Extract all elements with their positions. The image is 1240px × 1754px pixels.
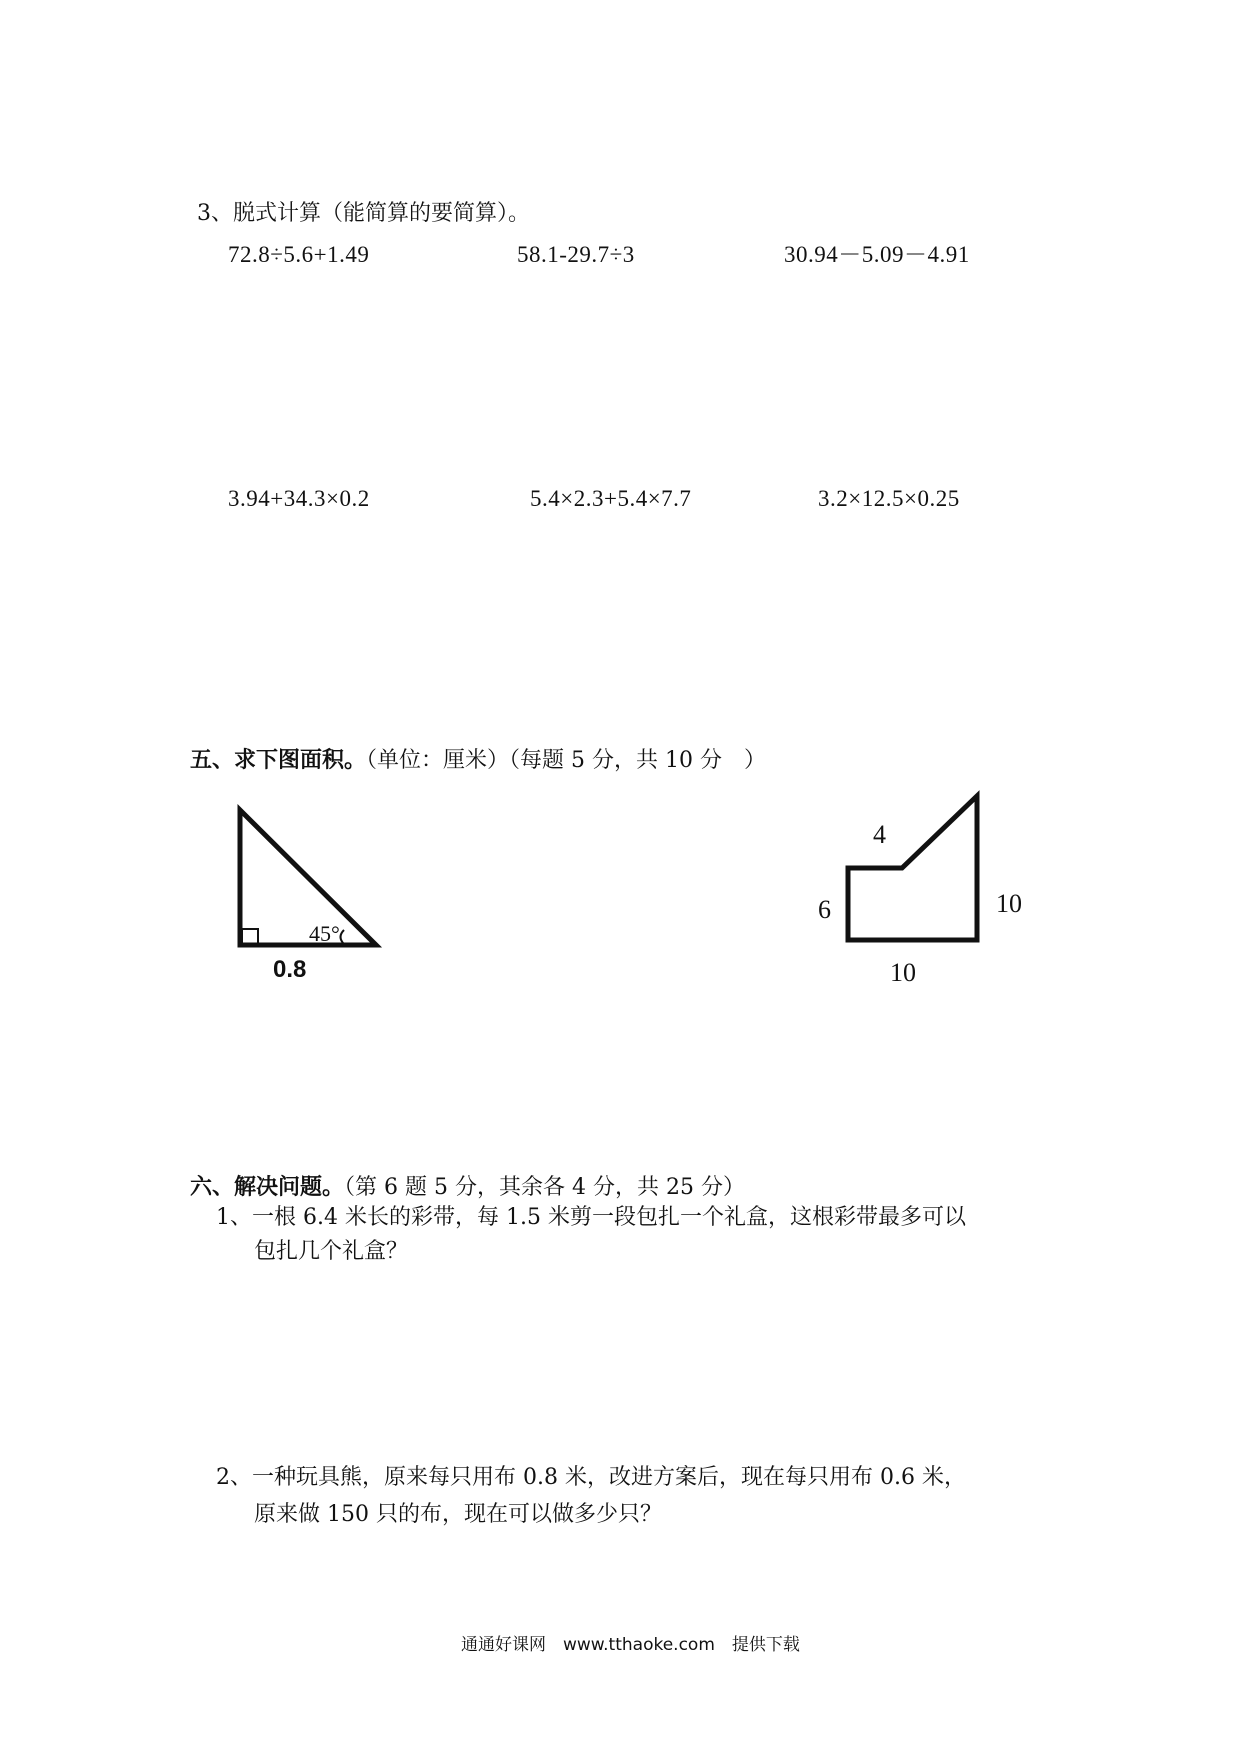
calc-expression: 5.4×2.3+5.4×7.7	[530, 486, 692, 511]
calc-expression: 3.94+34.3×0.2	[228, 486, 370, 511]
calc-expression: 58.1-29.7÷3	[517, 242, 635, 267]
section6-instructions: （第 6 题 5 分，其余各 4 分，共 25 分）	[344, 1175, 745, 1200]
question-2-line-2: 原来做 150 只的布，现在可以做多少只？	[254, 1502, 662, 1527]
triangle-figure	[240, 810, 376, 983]
calc-expression: 3.2×12.5×0.25	[818, 486, 960, 511]
angle-label: 45°	[309, 921, 340, 946]
section5-title: 五、求下图面积。	[190, 747, 367, 773]
top-length-label: 4	[873, 820, 886, 849]
bottom-length-label: 10	[890, 958, 916, 987]
right-length-label: 10	[996, 889, 1022, 918]
angle-arc	[341, 930, 345, 944]
calc-expression: 30.94－5.09－4.91	[784, 242, 970, 267]
footer-text: 通通好课网 www.tthaoke.com 提供下载	[461, 1635, 800, 1655]
section3-heading: 3、脱式计算（能简算的要简算）。	[197, 201, 530, 226]
composite-shape-figure	[818, 796, 1022, 987]
question-1-line-2: 包扎几个礼盒？	[254, 1239, 409, 1264]
base-label: 0.8	[273, 956, 307, 983]
shape-outline	[848, 796, 977, 940]
question-1-line-1: 1、一根 6.4 米长的彩带，每 1.5 米剪一段包扎一个礼盒，这根彩带最多可以	[216, 1205, 966, 1230]
section5-instructions: （单位：厘米）（每题 5 分，共 10 分 ）	[366, 748, 766, 773]
question-2-line-1: 2、一种玩具熊，原来每只用布 0.8 米，改进方案后，现在每只用布 0.6 米，	[216, 1465, 966, 1490]
section6-heading	[190, 1176, 745, 1199]
calc-expression: 72.8÷5.6+1.49	[228, 242, 370, 267]
triangle-outline	[240, 810, 376, 945]
left-length-label: 6	[818, 895, 831, 924]
section6-title: 六、解决问题。	[190, 1174, 345, 1200]
